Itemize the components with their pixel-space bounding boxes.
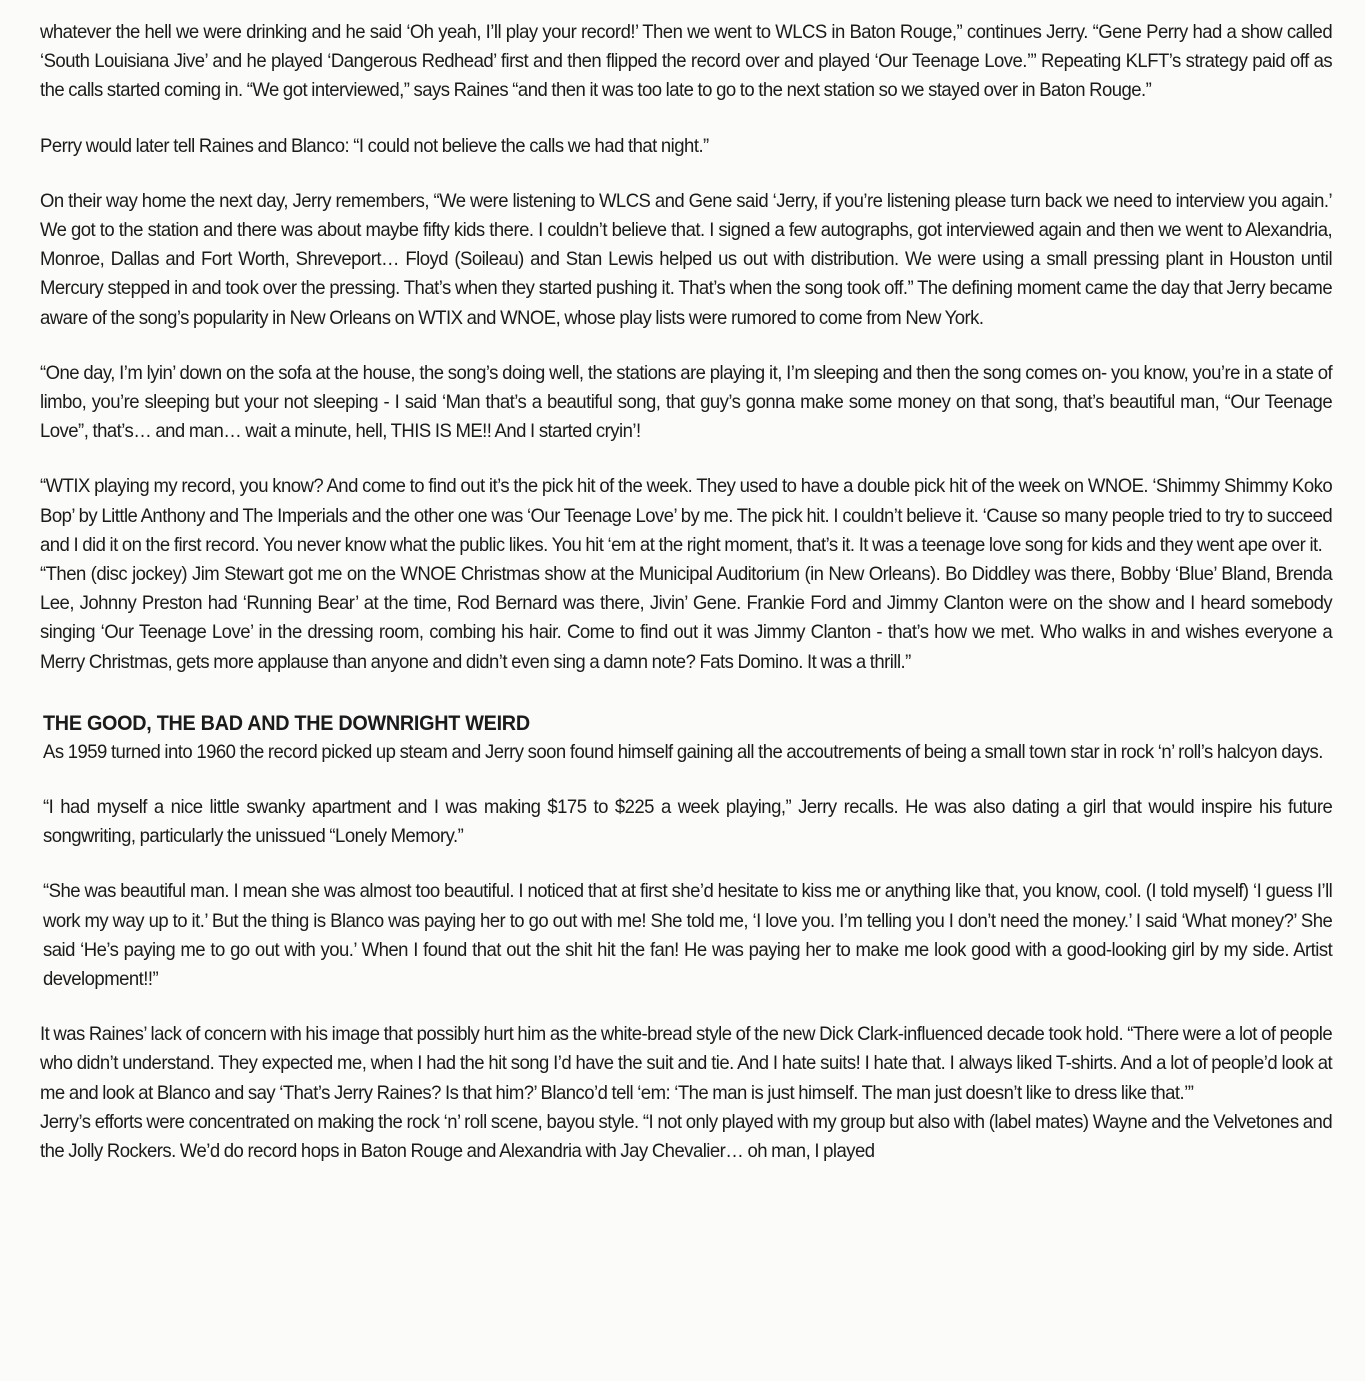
paragraph-1: whatever the hell we were drinking and he said ‘Oh yeah, I’ll play your record!’ Then we went to WLCS in Baton Rouge,” continues Jerry. “Gene Perry had a show called ‘South Louisiana Jive’ and he played ‘Dangerous Redhead’ first and then flipped the record over and played ‘Our Teenage Love.’” Repeating KLFT’s strategy paid off as the calls started coming in. “We got interviewed,” says Raines “and then it was too late to go to the next station so we stayed over in Baton Rouge.” (40, 21, 1333, 102)
paragraph-3: On their way home the next day, Jerry remembers, “We were listening to WLCS and Gene said ‘Jerry, if you’re listening please turn back we need to interview you again.’ We got to the station and there was about maybe fifty kids there. I couldn’t believe that. I signed a few autographs, got interviewed again and then we went to Alexandria, Monroe, Dallas and Fort Worth, Shreveport… Floyd (Soileau) and Stan Lewis helped us out with distribution. We were using a small pressing plant in Houston until Mercury stepped in and took over the pressing. That’s when they started pushing it. That’s when the song took off.” The defining moment came the day that Jerry became aware of the song’s popularity in New Orleans on WTIX and WNOE, whose play lists were rumored to come from New York. (40, 189, 1333, 329)
paragraph-8: “I had myself a nice little swanky apartment and I was making $175 to $225 a week playing,” Jerry recalls. He was also dating a girl that would inspire his future songwriting, particularly the unissued “Lonely Memory.” (43, 796, 1333, 848)
paragraph-6: “Then (disc jockey) Jim Stewart got me on the WNOE Christmas show at the Municipal Auditorium (in New Orleans). Bo Diddley was there, Bobby ‘Blue’ Bland, Brenda Lee, Johnny Preston had ‘Running Bear’ at the time, Rod Bernard was there, Jivin’ Gene. Frankie Ford and Jimmy Clanton were on the show and I heard somebody singing ‘Our Teenage Love’ in the dressing room, combing his hair. Come to find out it was Jimmy Clanton - that’s how we met. Who walks in and wishes everyone a Merry Christmas, gets more applause than anyone and didn’t even sing a damn note? Fats Domino. It was a thrill.” (40, 563, 1333, 673)
section-heading: THE GOOD, THE BAD AND THE DOWNRIGHT WEIRD (43, 710, 530, 735)
paragraph-5: “WTIX playing my record, you know? And come to find out it’s the pick hit of the week. They used to have a double pick hit of the week on WNOE. ‘Shimmy Shimmy Koko Bop’ by Little Anthony and The Imperials and the other one was ‘Our Teenage Love’ by me. The pick hit. I couldn’t believe it. ‘Cause so many people tried to try to succeed and I did it on the first record. You never know what the public likes. You hit ‘em at the right moment, that’s it. It was a teenage love song for kids and they went ape over it. (40, 475, 1333, 556)
paragraph-2: Perry would later tell Raines and Blanco: “I could not believe the calls we had that night.” (40, 134, 709, 157)
paragraph-10: It was Raines’ lack of concern with his image that possibly hurt him as the white-bread style of the new Dick Clark-influenced decade took hold. “There were a lot of people who didn’t understand. They expected me, when I had the hit song I’d have the suit and tie. And I hate suits! I hate that. I always liked T-shirts. And a lot of people’d look at me and look at Blanco and say ‘That’s Jerry Raines? Is that him?’ Blanco’d tell ‘em: ‘The man is just himself. The man just doesn’t like to dress like that.’” (40, 1023, 1333, 1104)
paragraph-11: Jerry’s efforts were concentrated on making the rock ‘n’ roll scene, bayou style. “I not only played with my group but also with (label mates) Wayne and the Velvetones and the Jolly Rockers. We’d do record hops in Baton Rouge and Alexandria with Jay Chevalier… oh man, I played (40, 1110, 1333, 1163)
paragraph-9: “She was beautiful man. I mean she was almost too beautiful. I noticed that at first she’d hesitate to kiss me or anything like that, you know, cool. (I told myself) ‘I guess I’ll work my way up to it.’ But the thing is Blanco was paying her to go out with me! She told me, ‘I love you. I’m telling you I don’t need the money.’ I said ‘What money?’ She said ‘He’s paying me to go out with you.’ When I found that out the shit hit the fan! He was paying her to make me look good with a good-looking girl by my side. Artist development!!” (43, 880, 1333, 991)
paragraph-7: As 1959 turned into 1960 the record picked up steam and Jerry soon found himself gaining all the accoutrements of being a small town star in rock ‘n’ roll’s halcyon days. (43, 740, 1323, 763)
paragraph-4: “One day, I’m lyin’ down on the sofa at the house, the song’s doing well, the stations are playing it, I’m sleeping and then the song comes on- you know, you’re in a state of limbo, you’re sleeping but your not sleeping - I said ‘Man that’s a beautiful song, that guy’s gonna make some money on that song, that’s beautiful man, “Our Teenage Love”, that’s… and man… wait a minute, hell, THIS IS ME!! And I started cryin’! (40, 361, 1333, 443)
